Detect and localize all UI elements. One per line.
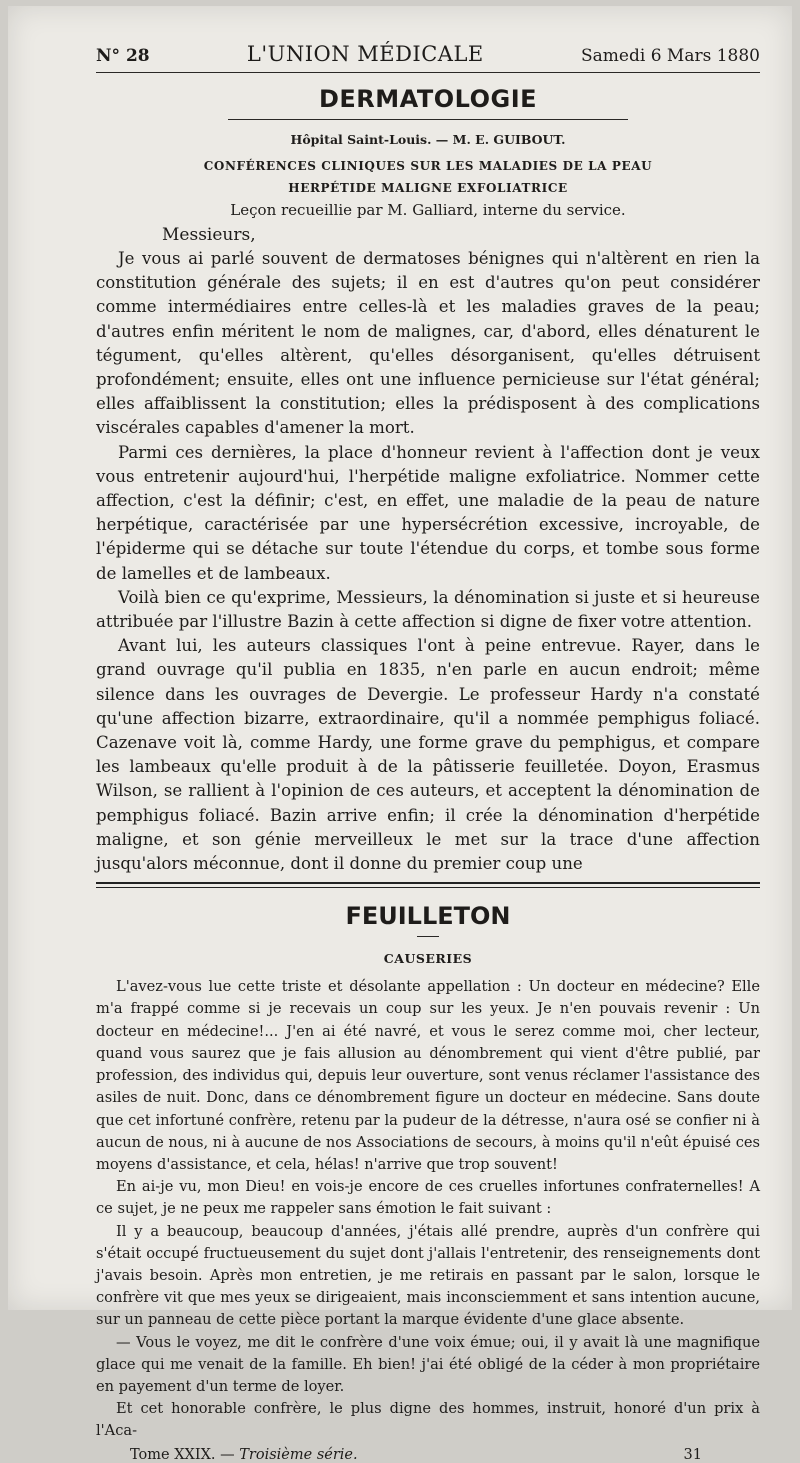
issue-date: Samedi 6 Mars 1880 [581,46,760,66]
feuilleton-body [96,976,760,1442]
series-label: Troisième série. [239,1446,358,1463]
journal-title: L'UNION MÉDICALE [246,42,484,66]
salutation: Messieurs, [162,225,256,245]
section-title: DERMATOLOGIE [318,85,538,113]
masthead [96,42,760,66]
article-paragraph: Parmi ces dernières, la place d'honneur revient à l'affection dont je veux vous entretenir aujourd'hui, l'herpétide maligne exfoliatrice. Nommer cette affection, c'est la définir; c'est, en effet, une maladie de la peau de nature herpétique, caractérisée par une hypersécrétion excessive, incroyable, de l'épiderme qui se détache sur toute l'étendue du corps, et tombe sous forme de lamelles et de lambeaux. [96,442,760,583]
feuilleton-paragraph: Il y a beaucoup, beaucoup d'années, j'étais allé prendre, auprès d'un confrère qui s'était occupé fructueusement du sujet dont j'allais l'entretenir, des renseignements dont j'avais besoin. Après mon entretien, je me retirais en passant par le salon, lorsque le confrère vit que mes yeux se dirigeaient, mais inconsciemment et sans intention aucune, sur un panneau de cette pièce portant la marque évidente d'une glace absente. [96,1222,760,1329]
hospital-line: Hôpital Saint-Louis. — M. E. GUIBOUT. [290,132,566,147]
lecture-series: CONFÉRENCES CLINIQUES SUR LES MALADIES DE LA PEAU [203,159,653,173]
feuilleton-paragraph: Et cet honorable confrère, le plus digne des hommes, instruit, honoré d'un prix à l'Aca- [96,1400,760,1440]
issue-number: N° 28 [96,46,150,66]
article-body [96,247,760,876]
volume-info [130,1447,358,1463]
article-paragraph: Je vous ai parlé souvent de dermatoses bénignes qui n'altèrent en rien la constitution générale des sujets; il en est d'autres qu'on peut considérer comme intermédiaires entre celles-là et les maladies graves de la peau; d'autres enfin méritent le nom de malignes, car, d'abord, elles dénaturent le tégument, qu'elles altèrent, qu'elles désorganisent, qu'elles détruisent profondément; ensuite, elles ont une influence pernicieuse sur l'état général; elles affaiblissent la constitution; elles la prédisposent à des complications viscérales capables d'amener la mort. [96,249,760,438]
feuilleton-subtitle: CAUSERIES [383,951,473,967]
article-paragraph: Voilà bien ce qu'exprime, Messieurs, la dénomination si juste et si heureuse attribuée par l'illustre Bazin à cette affection si digne de fixer votre attention. [96,587,760,632]
page-number: 31 [683,1446,702,1463]
feuilleton-title-rule [417,936,439,937]
section-title-rule [228,119,628,120]
article-paragraph: Avant lui, les auteurs classiques l'ont à peine entrevue. Rayer, dans le grand ouvrage qu'il publia en 1835, n'en parle en aucun endroit; même silence dans les ouvrages de Devergie. Le professeur Hardy n'a constaté qu'une affection bizarre, extraordinaire, qu'il a nommée pemphigus foliacé. Cazenave voit là, comme Hardy, une forme grave du pemphigus, et compare les lambeaux qu'elle produit à de la pâtisserie feuilletée. Doyon, Erasmus Wilson, se rallient à l'opinion de ces auteurs, et acceptent la dénomination de pemphigus foliacé. Bazin arrive enfin; il crée la dénomination d'herpétide maligne, et son génie merveilleux le met sur la trace d'une affection jusqu'alors méconnue, dont il donne du premier coup une [96,636,760,874]
feuilleton-separator [96,882,760,888]
lecture-topic: HERPÉTIDE MALIGNE EXFOLIATRICE [288,181,568,195]
feuilleton-title: FEUILLETON [345,902,511,931]
masthead-rule [96,72,760,73]
feuilleton-paragraph: L'avez-vous lue cette triste et désolante appellation : Un docteur en médecine? Elle m'a frappé comme si je recevais un coup sur les yeux. Je n'en pouvais revenir : Un docteur en médecine!... J'en ai été navré, et vous le serez comme moi, cher lecteur, quand vous saurez que je fais allusion au dénombrement qui vient d'être publié, par profession, des individus qui, depuis leur ouverture, sont venus réclamer l'assistance des asiles de nuit. Donc, dans ce dénombrement figure un docteur en médecine. Sans doute que cet infortuné confrère, retenu par la pudeur de la détresse, n'aura osé se confier ni à aucun de nous, ni à aucune de nos Associations de secours, à moins qu'il n'eût épuisé ces moyens d'assistance, et cela, hélas! n'arrive que trop souvent! [96,978,760,1173]
feuilleton-paragraph: — Vous le voyez, me dit le confrère d'une voix émue; oui, il y avait là une magnifique glace qui me venait de la famille. Eh bien! j'ai été obligé de la céder à mon propriétaire en payement d'un terme de loyer. [96,1333,760,1395]
byline: Leçon recueillie par M. Galliard, interne du service. [230,201,626,219]
newspaper-page [8,6,792,1463]
page-content [96,42,760,1463]
page-footer [96,1447,760,1463]
volume-label: Tome XXIX. — [130,1446,235,1463]
feuilleton-paragraph: En ai-je vu, mon Dieu! en vois-je encore de ces cruelles infortunes confraternelles! A ce sujet, je ne peux me rappeler sans émotion le fait suivant : [96,1178,760,1218]
